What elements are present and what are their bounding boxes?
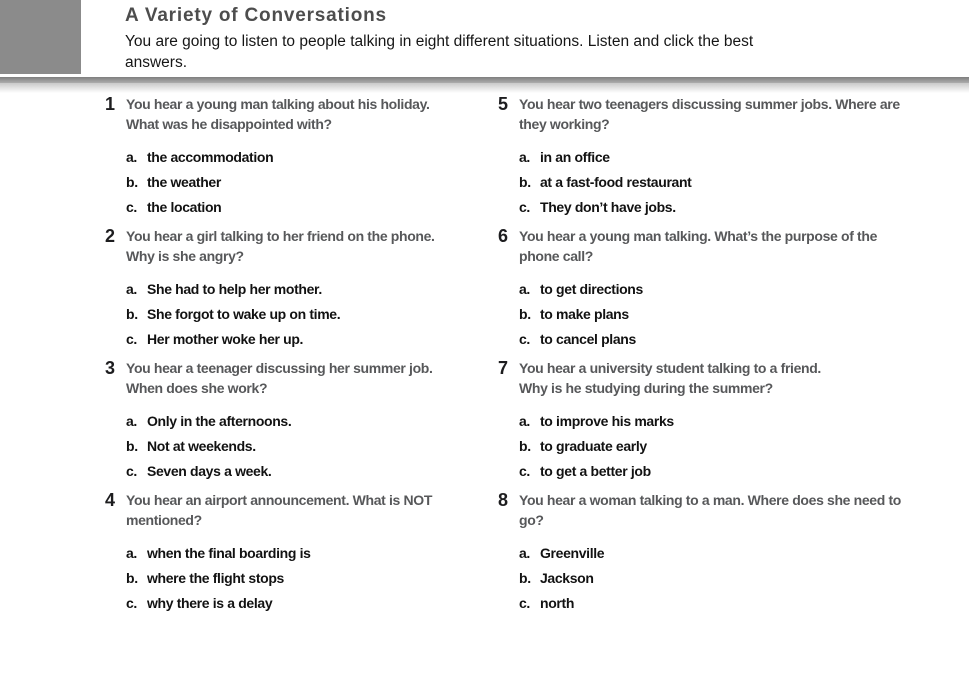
option-text: the location [147,199,222,215]
question-8-option-c[interactable] [519,591,958,616]
questions-column-left [105,94,498,622]
question-prompt-line: they working? [519,116,610,132]
question-prompt-line: mentioned? [126,512,202,528]
option-letter: b. [126,570,138,586]
options-list [519,409,958,484]
option-text: They don’t have jobs. [540,199,676,215]
question-1-option-c[interactable] [126,195,498,220]
option-letter: b. [126,306,138,322]
question-7-option-a[interactable] [519,409,958,434]
option-text: to make plans [540,306,629,322]
question-8 [498,490,958,616]
options-list [519,145,958,220]
question-6-option-c[interactable] [519,327,958,352]
option-letter: a. [126,149,137,165]
question-3 [105,358,498,484]
question-2-option-b[interactable] [126,302,498,327]
question-2 [105,226,498,352]
options-list [126,409,498,484]
question-prompt-line: You hear a girl talking to her friend on the phone. [126,228,435,244]
options-list [126,277,498,352]
question-prompt-line: You hear a young man talking. What’s the purpose of the [519,228,878,244]
option-text: She had to help her mother. [147,281,322,297]
question-8-option-a[interactable] [519,541,958,566]
instructions-line-1: You are going to listen to people talking in eight different situations. Listen and click the best [125,33,754,50]
option-letter: c. [126,331,137,347]
option-text: at a fast-food restaurant [540,174,692,190]
question-4-option-c[interactable] [126,591,498,616]
option-letter: a. [519,545,530,561]
question-number: 3 [105,358,116,378]
question-4-option-a[interactable] [126,541,498,566]
option-text: Not at weekends. [147,438,256,454]
option-letter: c. [519,331,530,347]
page-title: A Variety of Conversations [125,5,387,26]
question-1-option-a[interactable] [126,145,498,170]
question-6-option-b[interactable] [519,302,958,327]
option-text: to cancel plans [540,331,636,347]
option-letter: c. [519,463,530,479]
question-2-option-a[interactable] [126,277,498,302]
option-text: north [540,595,575,611]
option-text: to improve his marks [540,413,674,429]
questions-column-right [498,94,958,622]
question-7 [498,358,958,484]
options-list [126,145,498,220]
question-prompt-line: You hear a teenager discussing her summer job. [126,360,433,376]
question-7-option-c[interactable] [519,459,958,484]
question-3-option-b[interactable] [126,434,498,459]
option-text: the weather [147,174,221,190]
option-letter: a. [519,281,530,297]
option-text: why there is a delay [147,595,273,611]
question-number: 6 [498,226,509,246]
question-4 [105,490,498,616]
question-3-option-a[interactable] [126,409,498,434]
option-letter: c. [519,199,530,215]
question-1-option-b[interactable] [126,170,498,195]
option-text: to get directions [540,281,643,297]
question-5-option-a[interactable] [519,145,958,170]
option-letter: a. [519,149,530,165]
option-text: when the final boarding is [147,545,311,561]
question-number: 7 [498,358,509,378]
option-text: the accommodation [147,149,274,165]
option-text: Greenville [540,545,605,561]
question-8-option-b[interactable] [519,566,958,591]
question-number: 8 [498,490,509,510]
questions-area [105,94,958,622]
option-text: where the flight stops [147,570,284,586]
question-number: 4 [105,490,116,510]
question-prompt-line: phone call? [519,248,593,264]
question-1 [105,94,498,220]
option-text: to graduate early [540,438,647,454]
options-list [519,541,958,616]
question-prompt-line: What was he disappointed with? [126,116,332,132]
question-prompt-line: You hear a young man talking about his holiday. [126,96,430,112]
option-text: Her mother woke her up. [147,331,304,347]
option-letter: b. [126,438,138,454]
option-text: Seven days a week. [147,463,272,479]
question-prompt-line: You hear a university student talking to a friend. [519,360,821,376]
question-5 [498,94,958,220]
option-letter: b. [519,174,531,190]
instructions-line-2: answers. [125,54,188,71]
question-5-option-c[interactable] [519,195,958,220]
question-prompt-line: You hear an airport announcement. What is NOT [126,492,433,508]
option-text: in an office [540,149,610,165]
option-letter: a. [126,281,137,297]
option-letter: c. [126,199,137,215]
question-number: 5 [498,94,509,114]
options-list [126,541,498,616]
question-4-option-b[interactable] [126,566,498,591]
option-text: She forgot to wake up on time. [147,306,341,322]
question-prompt-line: When does she work? [126,380,268,396]
corner-block [0,0,81,74]
header-divider-shadow [0,83,969,93]
question-5-option-b[interactable] [519,170,958,195]
option-letter: c. [519,595,530,611]
option-letter: b. [126,174,138,190]
question-7-option-b[interactable] [519,434,958,459]
option-letter: a. [126,545,137,561]
question-number: 1 [105,94,116,114]
option-text: Only in the afternoons. [147,413,292,429]
question-3-option-c[interactable] [126,459,498,484]
option-text: Jackson [540,570,594,586]
option-letter: a. [126,413,137,429]
option-letter: c. [126,595,137,611]
worksheet-header [125,5,955,73]
question-prompt-line: Why is she angry? [126,248,244,264]
question-prompt-line: Why is he studying during the summer? [519,380,773,396]
question-prompt-line: You hear two teenagers discussing summer jobs. Where are [519,96,900,112]
options-list [519,277,958,352]
question-6 [498,226,958,352]
question-number: 2 [105,226,116,246]
question-2-option-c[interactable] [126,327,498,352]
option-letter: c. [126,463,137,479]
question-prompt-line: go? [519,512,544,528]
option-letter: b. [519,570,531,586]
question-prompt-line: You hear a woman talking to a man. Where does she need to [519,492,901,508]
option-letter: a. [519,413,530,429]
option-text: to get a better job [540,463,651,479]
question-6-option-a[interactable] [519,277,958,302]
option-letter: b. [519,438,531,454]
option-letter: b. [519,306,531,322]
